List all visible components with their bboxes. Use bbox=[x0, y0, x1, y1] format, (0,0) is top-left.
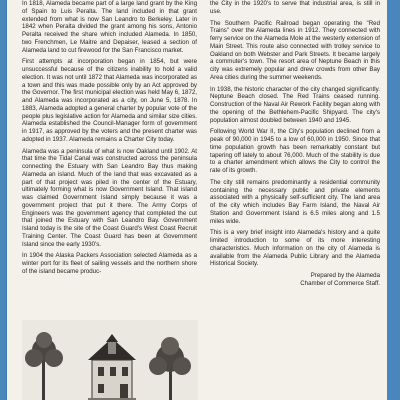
document-page bbox=[7, 0, 387, 400]
attribution-line-1: Prepared by the Alameda bbox=[310, 272, 380, 279]
paragraph-land-grant: In 1818, Alameda became part of a large land grant by the King of Spain to Luis Peralta. The land included in that grant extended from what is now San Leandro to Berkeley. Later in 1842 when Peralta divided the grant among his sons, Antonio Peralta received the share which included Alameda. In 1850, two Frenchmen, Le Maitre and Depaiser, leased a section of Alameda land to cut firewood for the San Francisco market. bbox=[22, 0, 197, 54]
attribution bbox=[210, 272, 380, 288]
right-text-column bbox=[210, 0, 380, 288]
background-edge bbox=[387, 0, 400, 400]
paragraph-peninsula: Alameda was a peninsula of what is now Oakland until 1902. At that time the Tidal Canal was constructed across the peninsula connecting the Estuary with San Leandro Bay thus making Alameda an island. Much of the land that was excavated as a part of that project was piled in the center of the Estuary, ultimately forming what is now Government Island. That island was claimed Government Island simply because it was a government project that put it there. The Army Corps of Engineers was the government agency that completed the cut that joined the Estuary with San Leandro Bay. Government Island today is the site of the Coast Guard's West Coast Recruit Training Center. The Coast Guard has been at Government Island since the early 1930's. bbox=[22, 147, 197, 248]
paragraph-population: Following World War II, the City's population declined from a peak of 90,000 in 1945 to a low of 60,000 in 1950. Since that time population growth has been remarkably constant but tapering off lately to about 76,000. Much of the stability is due to a charter amendment which allows the City to control the rate of its growth. bbox=[210, 128, 380, 174]
paragraph-industrial-area: the City in the 1920's to serve that industrial area, is still in use. bbox=[210, 0, 380, 15]
historic-house-photo bbox=[22, 320, 198, 400]
left-text-column bbox=[22, 0, 197, 280]
attribution-line-2: Chamber of Commerce Staff. bbox=[300, 279, 380, 287]
paragraph-alaska-packers: In 1904 the Alaska Packers Association selected Alameda as a winter port for its fleet of sailing vessels and the northern shore of the island became produc- bbox=[22, 252, 197, 275]
paragraph-incorporation: First attempts at incorporation began in 1854, but were unsuccessful because of the citizens inability to hold a valid election. It was not until 1872 that Alameda was incorporated as a town and this was made possible only by an Act approved by the Governor. The first municipal election was held May 6, 1872, and Alameda was incorporated as a city, on June 5, 1878. In 1883, Alameda adopted a general charter by popular vote of the people plus legislative action for Alameda and similar size cities. Alameda established the Council-Manager form of government in 1917, as approved by the voters and the present charter was adopted in 1937. Alameda remains a Charter City today. bbox=[22, 58, 197, 143]
paragraph-1938-change: In 1938, the historic character of the city changed significantly. Neptune Beach closed. The Red Trains ceased running. Construction of the Naval Air Rework Facility began along with the opening of the Bethlehem-Pacific Shipyard. The city's population almost doubled between 1940 and 1945. bbox=[210, 85, 380, 124]
paragraph-brief-insight: This is a very brief insight into Alameda's history and a quite limited introduction to some of its more interesting characteristics. Much information on the city of Alameda is available from the Alameda Public Library and the Alameda Historical Society. bbox=[210, 229, 380, 268]
paragraph-residential: The city still remains predominantly a residential community containing the necessary public and private elements associated with a physically self-sufficient city. The land area of the city which includes Bay Farm Island, the Naval Air Station and Government Island is 6.5 miles along and 1.5 miles wide. bbox=[210, 178, 380, 225]
paragraph-red-trains: The Southern Pacific Railroad began operating the "Red Trains" over the Alameda lines in 1912. They connected with ferry service on the Alameda Mole at the westerly extension of Main Street. This route also connected with trolley service to Oakland on both Webster and Park Streets. It became largely a commuter's town. The resort area of Neptune Beach in this city was extremely popular and drew crowds from other Bay Area cities during the summer weekends. bbox=[210, 19, 380, 81]
